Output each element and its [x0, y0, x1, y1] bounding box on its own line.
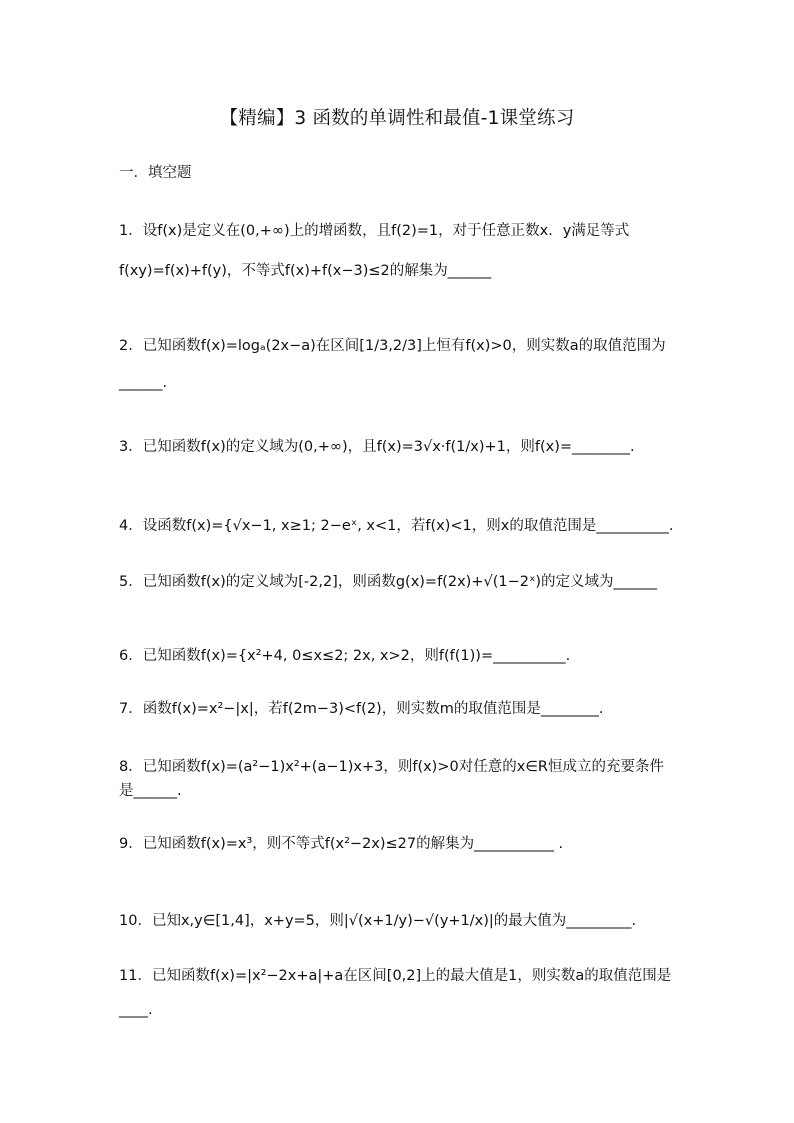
- question-9-line-1: 9．已知函数f(x)=x³，则不等式f(x²−2x)≤27的解集为___________ .: [119, 836, 564, 852]
- question-9: [119, 834, 681, 854]
- question-8-line-1: 8．已知函数f(x)=(a²−1)x²+(a−1)x+3，则f(x)>0对任意的x∈R恒成立的充要条件: [119, 759, 664, 775]
- question-2-line-1: 2．已知函数f(x)=logₐ(2x−a)在区间[1/3,2/3]上恒有f(x)>0，则实数a的取值范围为: [119, 338, 666, 354]
- question-5: [119, 572, 681, 592]
- question-1: [119, 221, 681, 281]
- question-11-line-2: ____.: [119, 1002, 153, 1018]
- question-8: [119, 757, 681, 801]
- question-2-line-2: ______.: [119, 375, 168, 391]
- question-11: [119, 966, 681, 1020]
- question-4: [119, 516, 681, 536]
- question-10-line-1: 10．已知x,y∈[1,4]，x+y=5，则|√(x+1/y)−√(y+1/x)|的最大值为_________.: [119, 913, 637, 929]
- question-6-line-1: 6．已知函数f(x)={x²+4, 0≤x≤2; 2x, x>2，则f(f(1))=__________.: [119, 648, 571, 664]
- question-6: [119, 646, 681, 666]
- question-3: [119, 437, 681, 457]
- question-11-line-1: 11．已知函数f(x)=|x²−2x+a|+a在区间[0,2]上的最大值是1，则实数a的取值范围是: [119, 968, 672, 984]
- question-2: [119, 336, 681, 393]
- question-4-line-1: 4．设函数f(x)={√x−1, x≥1; 2−eˣ, x<1，若f(x)<1，则x的取值范围是__________.: [119, 518, 674, 534]
- question-1-line-2: f(xy)=f(x)+f(y)，不等式f(x)+f(x−3)≤2的解集为______: [119, 263, 492, 279]
- page-title: 【精编】3 函数的单调性和最值-1课堂练习: [219, 108, 575, 129]
- question-1-line-1: 1．设f(x)是定义在(0,+∞)上的增函数，且f(2)=1，对于任意正数x．y满足等式: [119, 223, 630, 239]
- question-3-line-1: 3．已知函数f(x)的定义域为(0,+∞)，且f(x)=3√x·f(1/x)+1，则f(x)=________.: [119, 439, 635, 455]
- question-5-line-1: 5．已知函数f(x)的定义域为[-2,2]，则函数g(x)=f(2x)+√(1−2ˣ)的定义域为______: [119, 574, 658, 590]
- question-7: [119, 699, 681, 719]
- question-7-line-1: 7．函数f(x)=x²−|x|，若f(2m−3)<f(2)，则实数m的取值范围是________.: [119, 701, 604, 717]
- question-8-line-2: 是______.: [119, 783, 182, 799]
- section-heading: 一．填空题: [119, 165, 192, 181]
- question-10: [119, 911, 681, 931]
